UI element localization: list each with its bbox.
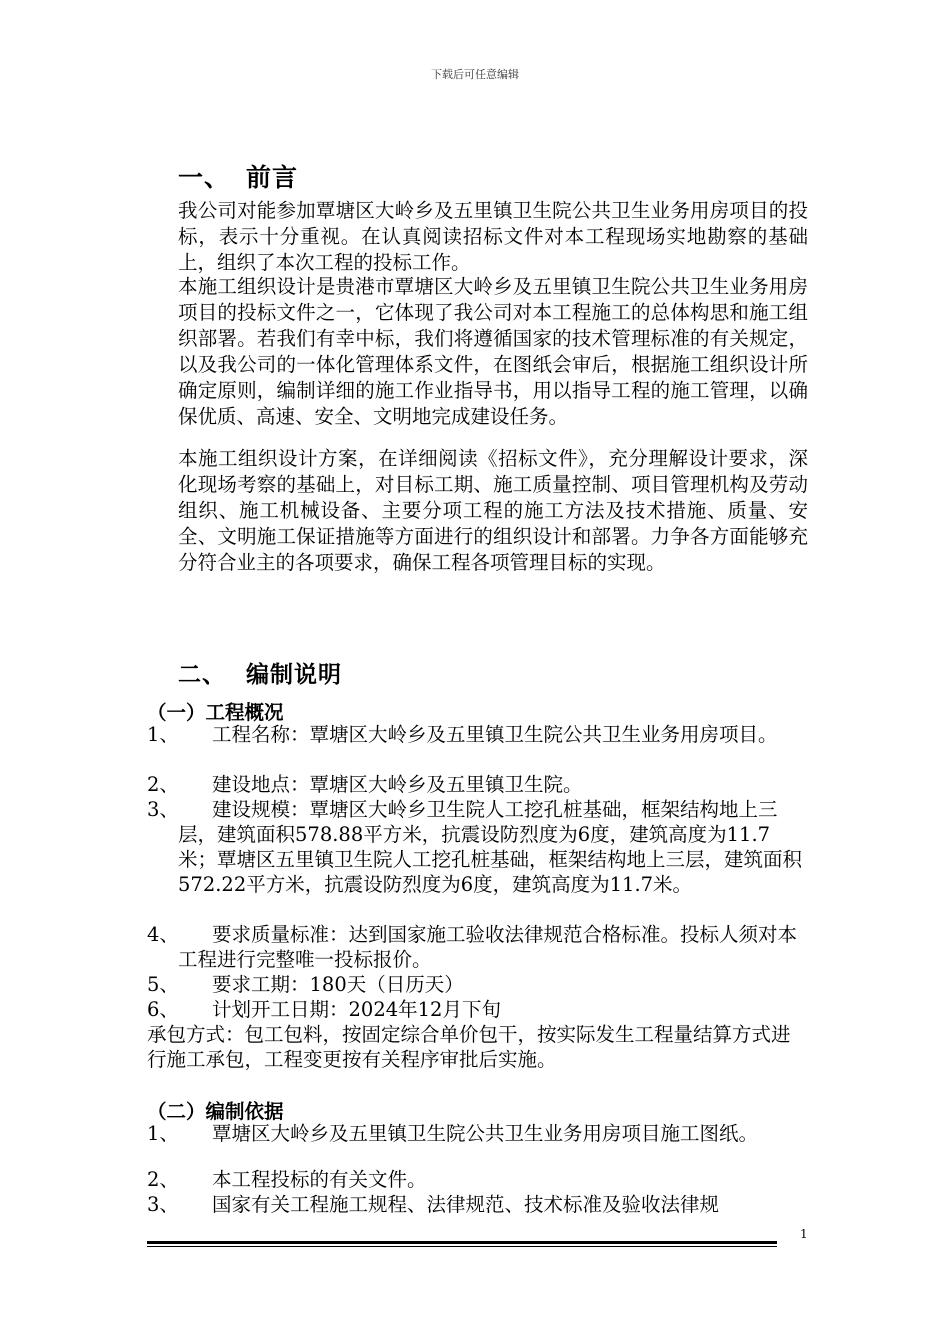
item-text: 工程名称：覃塘区大岭乡及五里镇卫生院公共卫生业务用房项目。 (212, 723, 778, 746)
item-text: 本工程投标的有关文件。 (212, 1168, 427, 1191)
footer-rule-thick (147, 1241, 777, 1244)
overview-item-2 (147, 772, 807, 797)
item-text: 计划开工日期：2024年12月下旬 (212, 998, 501, 1021)
item-text: 覃塘区大岭乡及五里镇卫生院公共卫生业务用房项目施工图纸。 (212, 1122, 759, 1145)
item-text: 建设地点：覃塘区大岭乡及五里镇卫生院。 (212, 773, 583, 796)
item-number: 3、 (147, 1193, 179, 1216)
subsection-basis-title: （二）编制依据 (147, 1100, 284, 1123)
item-text: 国家有关工程施工规程、法律规范、技术标准及验收法律规 (212, 1193, 720, 1216)
intro-paragraph-3: 本施工组织设计方案，在详细阅读《招标文件》，充分理解设计要求，深化现场考察的基础上，对目标工期、施工质量控制、项目管理机构及劳动组织、施工机械设备、主要分项工程的施工方法及技术措施、质量、安全、文明施工保证措施等方面进行的组织设计和部署。力争各方面能够充分符合业主的各项要求，确保工程各项管理目标的实现。 (178, 447, 808, 574)
overview-item-3 (147, 797, 807, 897)
item-number: 1、 (147, 723, 179, 746)
item-number: 5、 (147, 973, 179, 996)
footer-rule-thin (147, 1246, 777, 1247)
basis-item-3 (147, 1192, 807, 1217)
section-1-title: 前言 (246, 163, 299, 192)
basis-item-2 (147, 1167, 807, 1192)
overview-item-1 (147, 722, 807, 747)
item-number: 4、 (147, 923, 179, 946)
header-note: 下载后可任意编辑 (431, 68, 519, 81)
subsection-overview-title: （一）工程概况 (147, 701, 284, 724)
item-number: 3、 (147, 798, 179, 821)
intro-paragraph-1: 我公司对能参加覃塘区大岭乡及五里镇卫生院公共卫生业务用房项目的投标，表示十分重视。在认真阅读招标文件对本工程现场实地勘察的基础上，组织了本次工程的投标工作。 (178, 199, 808, 274)
section-2-number: 二、 (178, 662, 226, 688)
item-number: 6、 (147, 998, 179, 1021)
overview-item-6 (147, 997, 807, 1022)
section-1-number: 一、 (178, 163, 231, 192)
item-text: 要求工期：180天（日历天） (212, 973, 464, 996)
intro-paragraph-2: 本施工组织设计是贵港市覃塘区大岭乡及五里镇卫生院公共卫生业务用房项目的投标文件之一，它体现了我公司对本工程施工的总体构思和施工组织部署。若我们有幸中标，我们将遵循国家的技术管理标准的有关规定，以及我公司的一体化管理体系文件，在图纸会审后，根据施工组织设计所确定原则，编制详细的施工作业指导书，用以指导工程的施工管理，以确保优质、高速、安全、文明地完成建设任务。 (178, 275, 808, 428)
item-number: 2、 (147, 1168, 179, 1191)
item-number: 2、 (147, 773, 179, 796)
section-2-title: 编制说明 (246, 662, 342, 688)
page-number: 1 (800, 1227, 808, 1241)
item-text: 要求质量标准：达到国家施工验收法律规范合格标准。投标人须对本工程进行完整唯一投标报价。 (178, 923, 798, 971)
section-1-heading (178, 158, 298, 194)
contract-method: 承包方式：包工包料，按固定综合单价包干，按实际发生工程量结算方式进行施工承包，工程变更按有关程序审批后实施。 (147, 1023, 791, 1071)
overview-item-4 (147, 922, 807, 972)
section-2-heading (178, 656, 342, 689)
basis-item-1 (147, 1121, 807, 1146)
item-number: 1、 (147, 1122, 179, 1145)
item-text: 建设规模：覃塘区大岭乡卫生院人工挖孔桩基础，框架结构地上三层，建筑面积578.88平方米，抗震设防烈度为6度，建筑高度为11.7米；覃塘区五里镇卫生院人工挖孔桩基础，框架结构地上三层，建筑面积572.22平方米，抗震设防烈度为6度，建筑高度为11.7米。 (178, 798, 803, 896)
overview-item-5 (147, 972, 807, 997)
